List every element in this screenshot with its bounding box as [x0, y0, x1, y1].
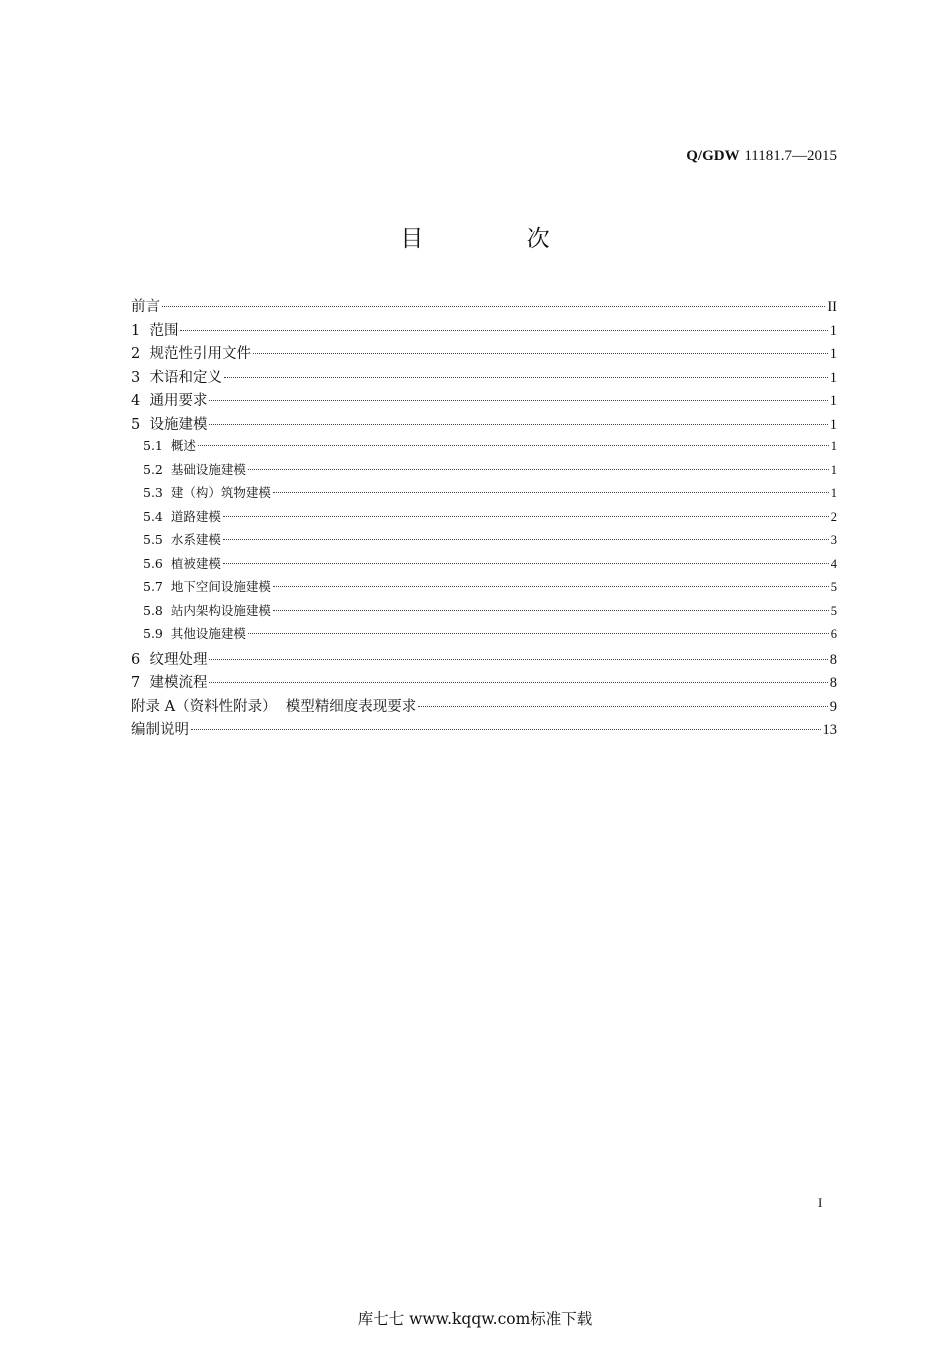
dot-leader: [223, 539, 829, 540]
toc-entry-page: 1: [830, 462, 837, 477]
page-title: 目 次: [400, 226, 598, 252]
toc-entry-page: 13: [822, 722, 837, 738]
toc-entry-label: 5 设施建模: [131, 416, 208, 433]
toc-entry-page: 3: [830, 533, 837, 547]
toc-entry-label: 7 建模流程: [131, 675, 208, 691]
toc-entry-label: 5.2 基础设施建模: [143, 461, 246, 477]
toc-entry-label: 5.1 概述: [143, 438, 196, 453]
table-of-contents: [131, 295, 837, 742]
toc-entry-page: 1: [829, 416, 837, 433]
toc-entry[interactable]: [131, 671, 837, 695]
toc-entry[interactable]: [131, 718, 837, 742]
dot-leader: [162, 306, 825, 307]
toc-entry[interactable]: [131, 507, 837, 531]
toc-entry-label: 5.6 植被建模: [143, 555, 221, 571]
dot-leader: [209, 424, 827, 425]
toc-entry-label: 5.8 站内架构设施建模: [143, 602, 271, 618]
dot-leader: [224, 377, 828, 378]
toc-entry[interactable]: [131, 577, 837, 601]
toc-entry-label: 5.9 其他设施建模: [143, 626, 246, 641]
toc-entry-page: 5: [830, 580, 837, 594]
toc-entry[interactable]: [131, 342, 837, 366]
toc-entry-label: 5.4 道路建模: [143, 508, 221, 524]
toc-entry[interactable]: [131, 295, 837, 319]
dot-leader: [248, 633, 829, 634]
toc-entry-label: 4 通用要求: [131, 393, 208, 409]
dot-leader: [273, 586, 829, 587]
toc-entry-label: 前言: [131, 299, 160, 315]
toc-entry[interactable]: [131, 601, 837, 625]
toc-entry-page: 2: [830, 509, 837, 524]
standard-number: 11181.7—2015: [744, 148, 837, 164]
page-number: I: [818, 1195, 823, 1210]
dot-leader: [209, 400, 827, 401]
toc-entry-label: 5.7 地下空间设施建模: [143, 579, 271, 594]
toc-entry[interactable]: [131, 413, 837, 437]
dot-leader: [273, 492, 829, 493]
footer-watermark: 库七七 www.kqqw.com标准下载: [357, 1310, 593, 1328]
toc-entry-page: II: [827, 299, 837, 315]
toc-entry-label: 编制说明: [131, 722, 189, 738]
dot-leader: [209, 659, 827, 660]
toc-entry[interactable]: [131, 460, 837, 484]
toc-entry[interactable]: [131, 648, 837, 672]
dot-leader: [248, 469, 829, 470]
standard-code: Q/GDW: [686, 148, 740, 164]
toc-entry[interactable]: [131, 389, 837, 413]
toc-entry[interactable]: [131, 624, 837, 648]
toc-entry-page: 1: [830, 486, 837, 500]
toc-entry[interactable]: [131, 483, 837, 507]
toc-entry-page: 8: [829, 675, 837, 691]
toc-entry-page: 8: [829, 651, 837, 668]
dot-leader: [223, 516, 829, 517]
toc-entry-page: 6: [830, 627, 837, 641]
document-header: [686, 146, 837, 165]
dot-leader: [418, 706, 827, 707]
toc-entry-page: 5: [830, 603, 837, 618]
toc-entry-page: 1: [829, 346, 837, 362]
toc-entry-label: 附录 A（资料性附录） 模型精细度表现要求: [131, 698, 417, 715]
toc-entry-label: 2 规范性引用文件: [131, 346, 251, 362]
toc-entry-page: 1: [830, 439, 837, 453]
toc-entry-page: 1: [829, 369, 837, 386]
dot-leader: [191, 729, 821, 730]
toc-entry-label: 3 术语和定义: [131, 369, 222, 386]
toc-entry-page: 1: [829, 393, 837, 409]
toc-entry-label: 6 纹理处理: [131, 651, 208, 668]
toc-entry-label: 1 范围: [131, 322, 179, 339]
toc-entry[interactable]: [131, 366, 837, 390]
dot-leader: [198, 445, 829, 446]
dot-leader: [273, 610, 829, 611]
dot-leader: [209, 682, 827, 683]
toc-entry[interactable]: [131, 319, 837, 343]
dot-leader: [223, 563, 829, 564]
toc-entry[interactable]: [131, 695, 837, 719]
toc-entry-page: 4: [830, 556, 837, 571]
dot-leader: [180, 330, 827, 331]
toc-entry[interactable]: [131, 554, 837, 578]
toc-entry-label: 5.5 水系建模: [143, 532, 221, 547]
toc-entry-page: 1: [829, 322, 837, 339]
toc-entry[interactable]: [131, 436, 837, 460]
toc-entry-page: 9: [829, 698, 837, 715]
toc-entry[interactable]: [131, 530, 837, 554]
dot-leader: [253, 353, 828, 354]
toc-entry-label: 5.3 建（构）筑物建模: [143, 485, 271, 500]
